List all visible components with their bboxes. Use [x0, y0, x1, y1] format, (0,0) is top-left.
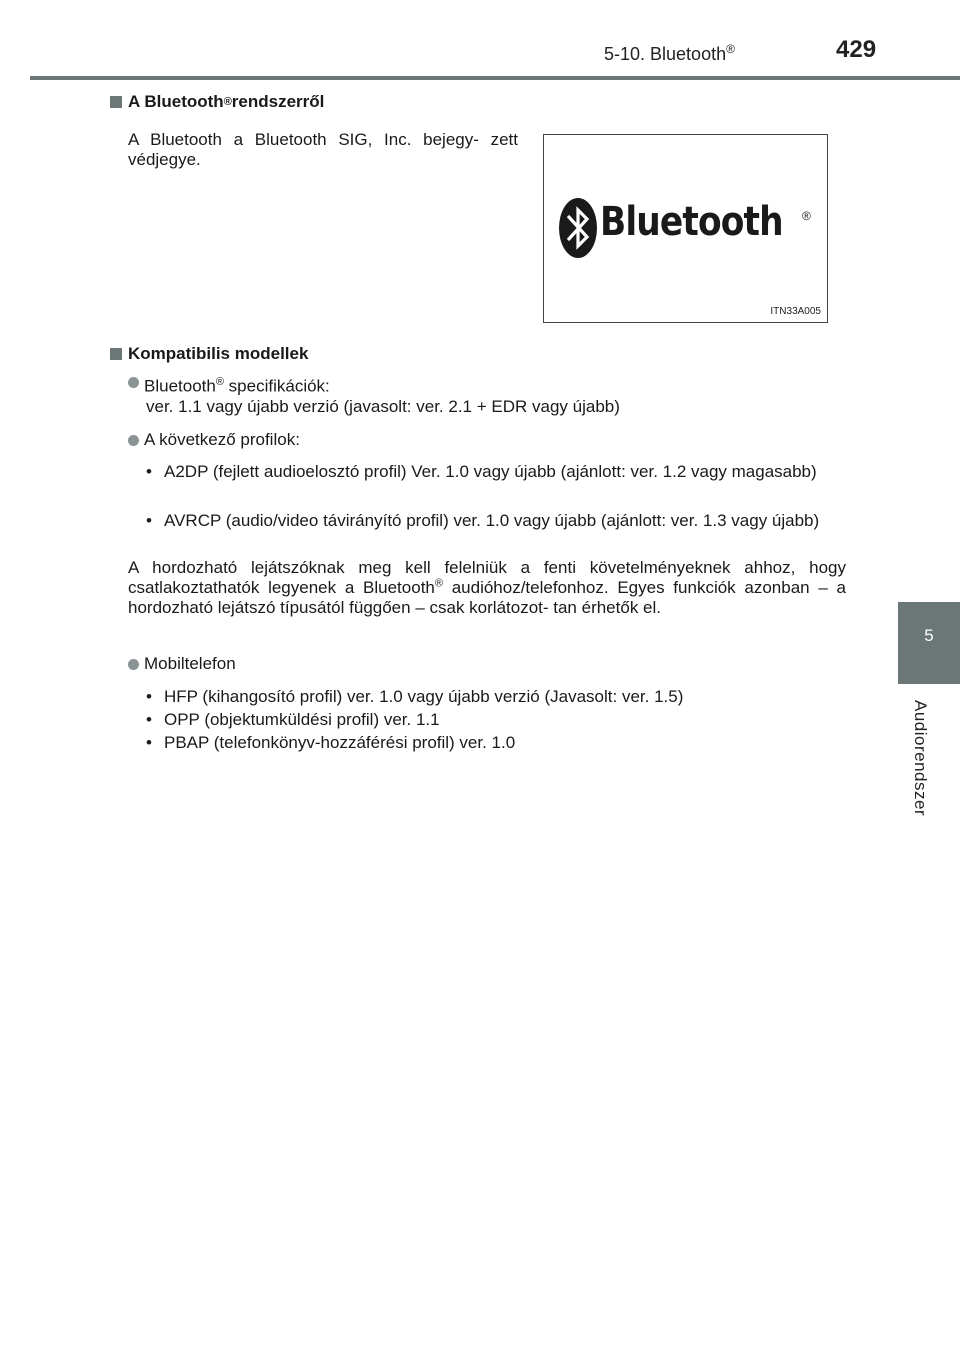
header-rule: [30, 76, 960, 80]
list-item: • HFP (kihangosító profil) ver. 1.0 vagy újabb verzió (Javasolt: ver. 1.5): [146, 687, 684, 706]
trademark-paragraph: A Bluetooth a Bluetooth SIG, Inc. bejegy- zett védjegye.: [128, 130, 518, 169]
chapter-number: 5: [924, 626, 934, 645]
square-bullet-icon: [110, 348, 122, 360]
list-item: • PBAP (telefonkönyv-hozzáférési profil) ver. 1.0: [146, 733, 516, 752]
bullet-mobile: Mobiltelefon: [128, 654, 236, 674]
registered-mark: ®: [726, 42, 735, 56]
list-item: • OPP (objektumküldési profil) ver. 1.1: [146, 710, 440, 729]
chapter-label: Audiorendszer: [911, 700, 930, 817]
page-number: 429: [836, 36, 877, 63]
compatibility-note: A hordozható lejátszóknak meg kell felelniük a fenti követelményeknek ahhoz, hogy csatlakoztathatók legyenek a Bluetooth® audióhoz/telefonhoz. Egyes funkciók azonban – a hordozható lejátszó típusától függően – csak korlátozot- tan érhetők el.: [128, 558, 846, 617]
circle-bullet-icon: [128, 435, 139, 446]
figure-code: ITN33A005: [770, 306, 821, 317]
bluetooth-wordmark: Bluetooth: [600, 199, 783, 245]
spec-detail: ver. 1.1 vagy újabb verzió (javasolt: ver. 2.1 + EDR vagy újabb): [146, 397, 620, 416]
bullet-spec: Bluetooth® specifikációk:: [128, 372, 330, 397]
bluetooth-logo-figure: [543, 134, 828, 323]
circle-bullet-icon: [128, 377, 139, 388]
bluetooth-rune-icon: [558, 197, 598, 259]
section-heading-compatible: Kompatibilis modellek: [110, 344, 308, 364]
square-bullet-icon: [110, 96, 122, 108]
running-header: [604, 42, 735, 65]
bullet-profiles: A következő profilok:: [128, 430, 300, 450]
section-heading-bluetooth: A Bluetooth ® rendszerről: [110, 92, 324, 112]
logo-registered-mark: ®: [802, 209, 811, 223]
circle-bullet-icon: [128, 659, 139, 670]
section-title: 5-10. Bluetooth: [604, 44, 727, 64]
list-item: • AVRCP (audio/video távirányító profil) ver. 1.0 vagy újabb (ajánlott: ver. 1.3 vagy újabb): [146, 511, 820, 530]
list-item: • A2DP (fejlett audioelosztó profil) Ver. 1.0 vagy újabb (ajánlott: ver. 1.2 vagy magasabb): [146, 462, 817, 481]
chapter-tab: [898, 602, 960, 684]
